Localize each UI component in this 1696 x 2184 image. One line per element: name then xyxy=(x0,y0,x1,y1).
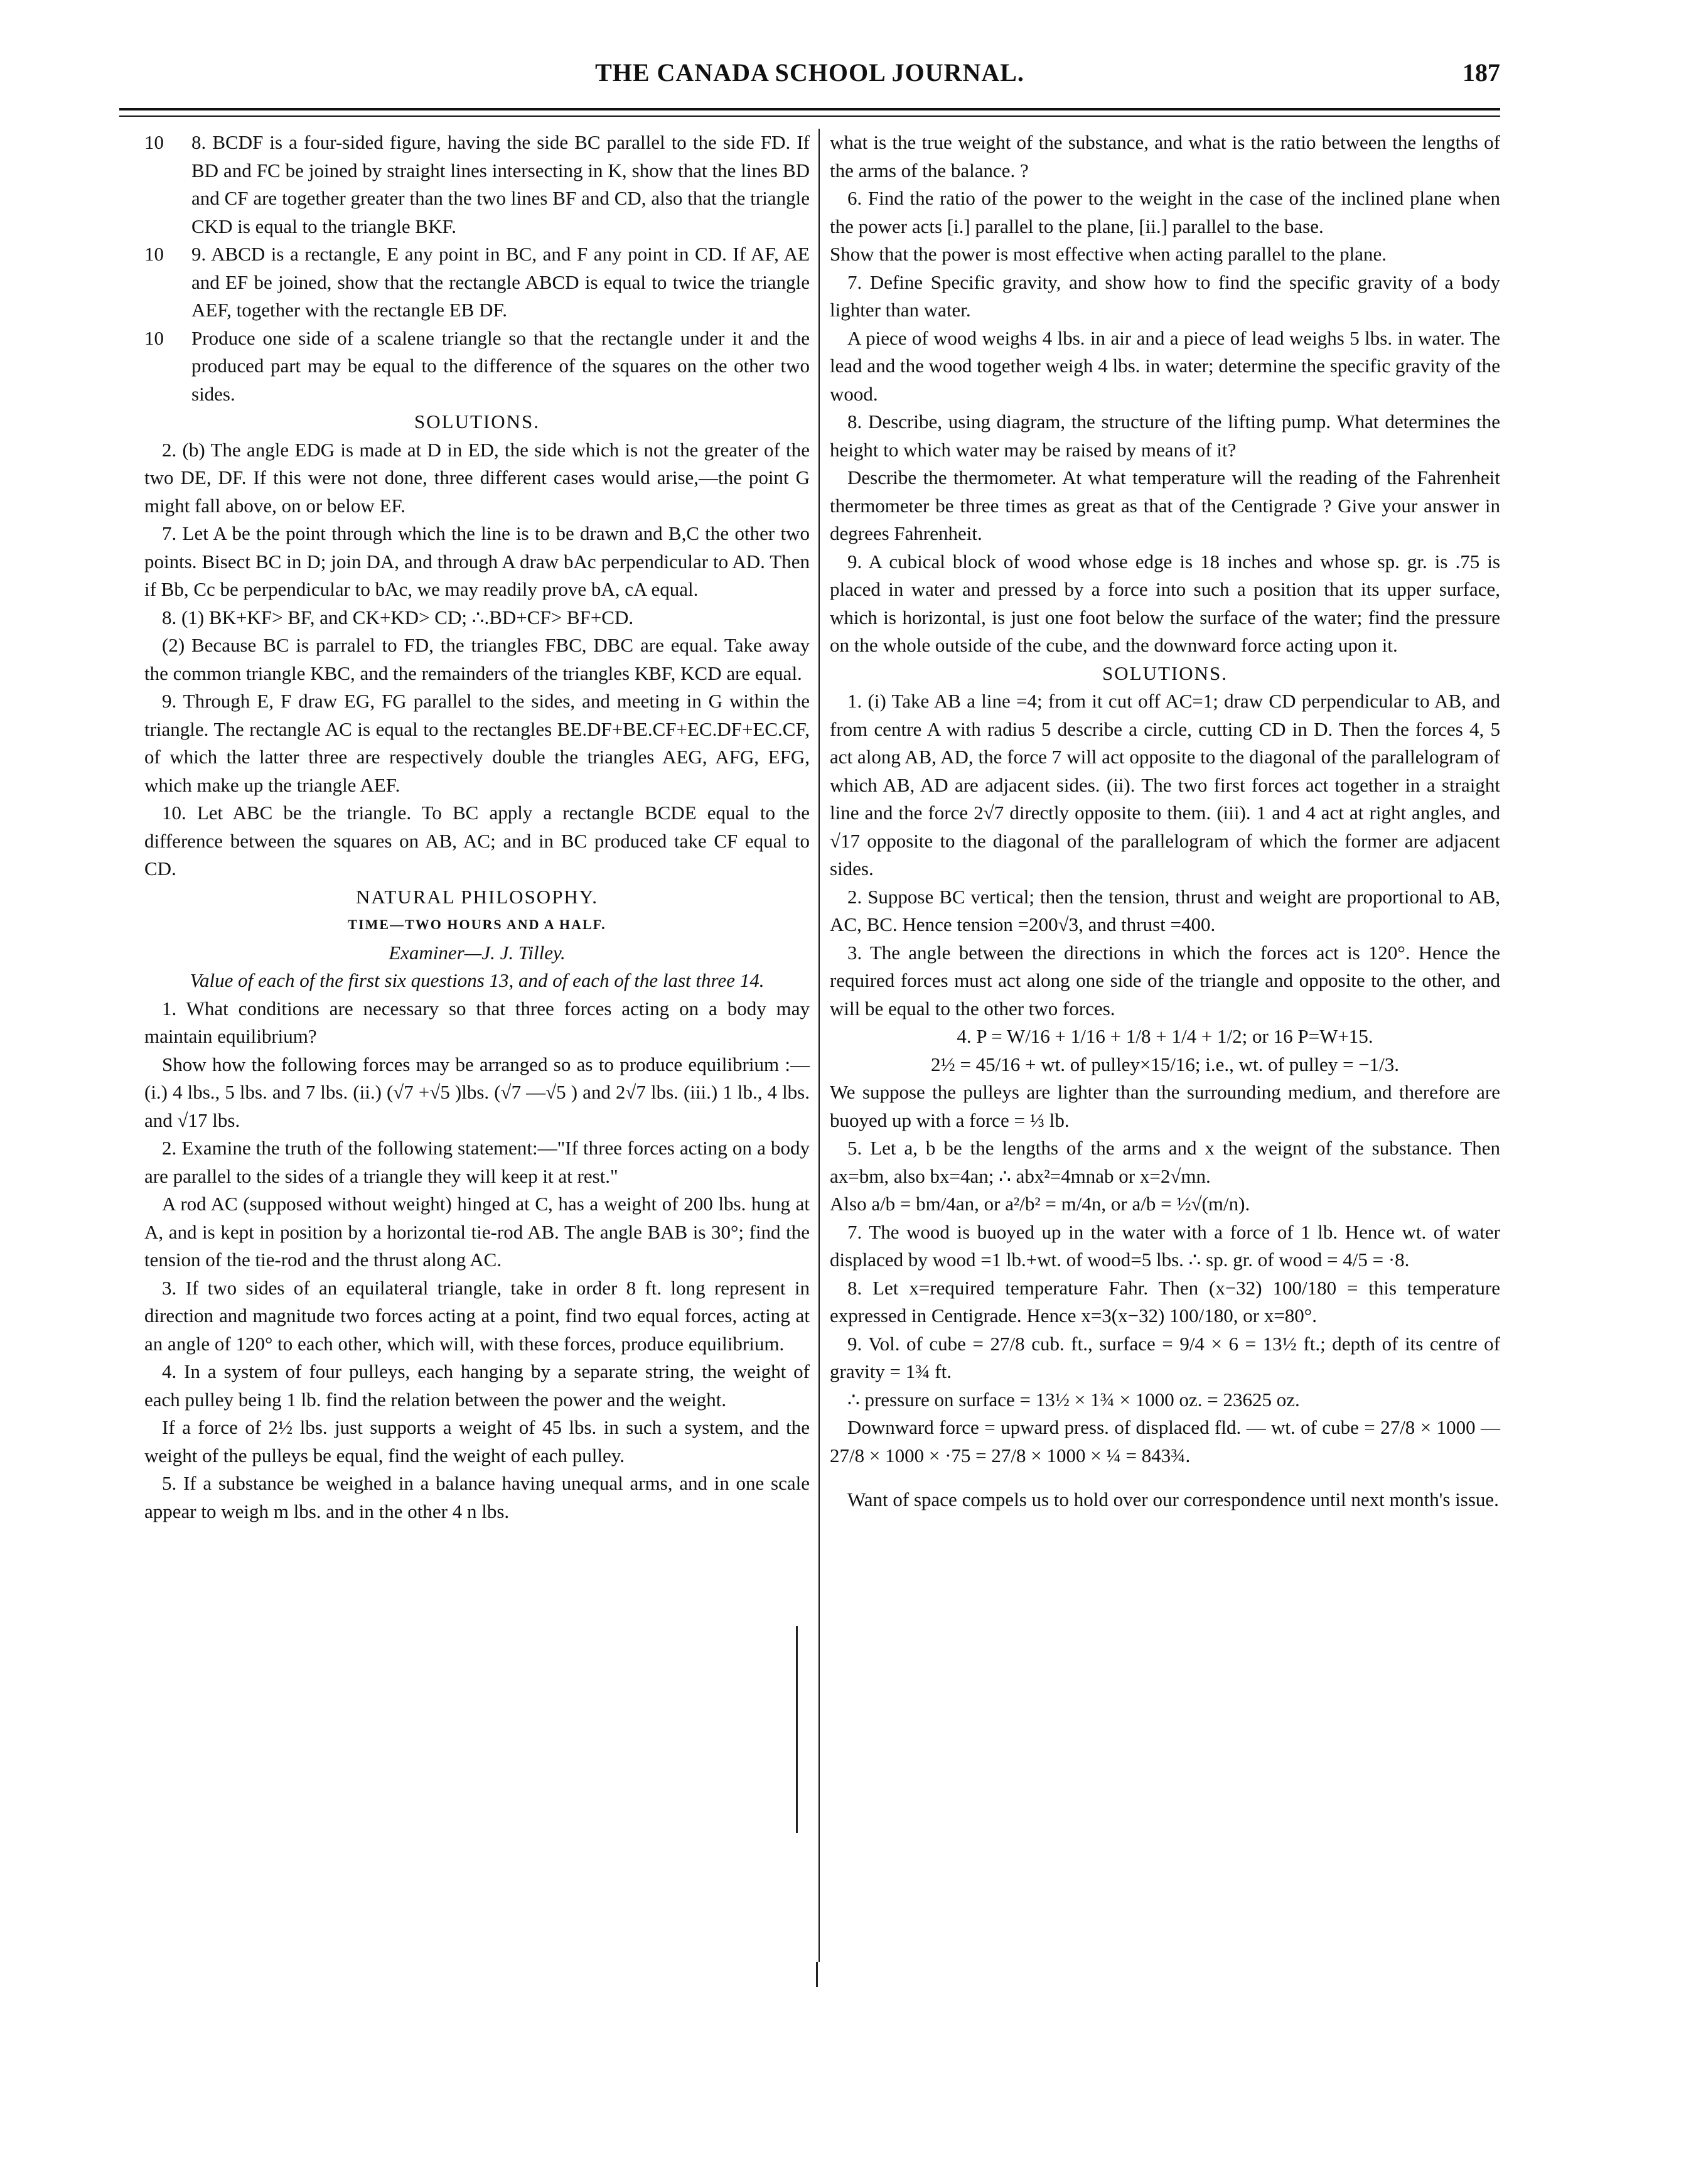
question-text: Produce one side of a scalene triangle so that the rectangle under it and the produced part may be equal to the difference of the squares on the other two sides. xyxy=(191,326,810,405)
question-marks: 10 xyxy=(144,326,164,349)
margin-mark xyxy=(816,1962,818,1987)
solution-paragraph: 10. Let ABC be the triangle. To BC apply a rectangle BCDE equal to the difference between the squares on AB, AC; and in BC produced take CF equal to CD. xyxy=(144,802,810,880)
header-rule xyxy=(119,108,1500,110)
paper-paragraph: what is the true weight of the substance, and what is the ratio between the lengths of the arms of the balance. ? xyxy=(830,131,1500,181)
time-line: TIME—TWO HOURS AND A HALF. xyxy=(348,917,606,932)
solution-paragraph: ∴ pressure on surface = 13½ × 1¾ × 1000 oz. = 23625 oz. xyxy=(847,1388,1300,1411)
solution-paragraph: 8. (1) BK+KF> BF, and CK+KD> CD; ∴.BD+CF> BF+CD. xyxy=(162,606,634,628)
paper-paragraph: 3. If two sides of an equilateral triangle, take in order 8 ft. long represent in direction and magnitude two forces acting at a point, find two equal forces, acting at an angle of 120° to each other, which will, with these forces, produce equilibrium. xyxy=(144,1276,810,1355)
paper-paragraph: 9. A cubical block of wood whose edge is 18 inches and whose sp. gr. is .75 is placed in water and pressed by a force into such a position that its upper surface, which is horizontal, is just one foot below the surface of the water; find the pressure on the whole outside of the cube, and the downward force acting upon it. xyxy=(830,550,1500,656)
solution-paragraph: 2. Suppose BC vertical; then the tension, thrust and weight are proportional to AB, AC, BC. Hence tension =200√3, and thrust =400. xyxy=(830,885,1500,935)
question-marks: 10 xyxy=(144,243,164,265)
header-rule-thin xyxy=(119,116,1500,117)
paper-paragraph: A rod AC (supposed without weight) hinged at C, has a weight of 200 lbs. hung at A, and is kept in position by a horizontal tie-rod AB. The angle BAB is 30°; find the tension of the tie-rod and the thrust along AC. xyxy=(144,1193,810,1271)
solutions-heading: SOLUTIONS. xyxy=(1102,662,1228,684)
question-item xyxy=(144,325,810,409)
section-heading: NATURAL PHILOSOPHY. xyxy=(356,885,598,908)
solution-paragraph: 9. Vol. of cube = 27/8 cub. ft., surface = 9/4 × 6 = 13½ ft.; depth of its centre of gravity = 1¾ ft. xyxy=(830,1332,1500,1382)
solution-paragraph: 3. The angle between the directions in which the forces act is 120°. Hence the required forces must act along one side of the triangle and opposite to the other, and will be equal to the other two forces. xyxy=(830,941,1500,1019)
column-divider xyxy=(818,129,820,1962)
question-item xyxy=(144,240,810,325)
solution-paragraph: Downward force = upward press. of displaced fld. — wt. of cube = 27/8 × 1000 — 27/8 × 1000 × ·75 = 27/8 × 1000 × ¼ = 843¾. xyxy=(830,1416,1500,1466)
solution-paragraph: Also a/b = bm/4an, or a²/b² = m/4n, or a/b = ½√(m/n). xyxy=(830,1193,1250,1215)
page-header xyxy=(119,58,1500,95)
solution-paragraph: 2. (b) The angle EDG is made at D in ED, the side which is not the greater of the two DE, DF. If this were not done, three different cases would arise,—the point G might fall above, on or below EF. xyxy=(144,438,810,517)
paper-paragraph: 4. In a system of four pulleys, each hanging by a separate string, the weight of each pulley being 1 lb. find the relation between the power and the weight. xyxy=(144,1360,810,1411)
solution-paragraph: 8. Let x=required temperature Fahr. Then (x−32) 100/180 = this temperature expressed in Centigrade. Hence x=3(x−32) 100/180, or x=80°. xyxy=(830,1276,1500,1326)
paper-paragraph: If a force of 2½ lbs. just supports a weight of 45 lbs. in such a system, and the weight of the pulleys be equal, find the weight of each pulley. xyxy=(144,1416,810,1466)
formula-4b: 2½ = 45/16 + wt. of pulley×15/16; i.e., wt. of pulley = −1/3. xyxy=(930,1053,1400,1075)
paper-paragraph: 7. Define Specific gravity, and show how to find the specific gravity of a body lighter than water. xyxy=(830,271,1500,321)
journal-title: THE CANADA SCHOOL JOURNAL. xyxy=(595,58,1024,87)
margin-mark xyxy=(796,1626,798,1833)
question-text: 8. BCDF is a four-sided figure, having the side BC parallel to the side FD. If BD and FC be joined by straight lines intersecting in K, show that the lines BD and CF are together greater than the two lines BF and CD, also that the triangle CKD is equal to the triangle BKF. xyxy=(191,131,810,237)
footer-note: Want of space compels us to hold over our correspondence until next month's issue. xyxy=(847,1488,1499,1510)
solution-paragraph: 7. Let A be the point through which the line is to be drawn and B,C the other two points. Bisect BC in D; join DA, and through A draw bAc perpendicular to AD. Then if Bb, Cc be perpendicular to bAc, we may readily prove bA, cA equal. xyxy=(144,522,810,600)
paper-paragraph: A piece of wood weighs 4 lbs. in air and a piece of lead weighs 5 lbs. in water. The lead and the wood together weigh 4 lbs. in water; determine the specific gravity of the wood. xyxy=(830,326,1500,405)
formula-4a: 4. P = W/16 + 1/16 + 1/8 + 1/4 + 1/2; or 16 P=W+15. xyxy=(957,1025,1373,1047)
solution-paragraph: 5. Let a, b be the lengths of the arms and x the weignt of the substance. Then ax=bm, also bx=4an; ∴ abx²=4mnab or x=2√mn. xyxy=(830,1137,1500,1187)
solution-paragraph: 7. The wood is buoyed up in the water with a force of 1 lb. Hence wt. of water displaced by wood =1 lb.+wt. of wood=5 lbs. ∴ sp. gr. of wood = 4/5 = ·8. xyxy=(830,1220,1500,1271)
paper-paragraph: 5. If a substance be weighed in a balance having unequal arms, and in one scale appear to weigh m lbs. and in the other 4 n lbs. xyxy=(144,1472,810,1522)
question-item xyxy=(144,129,810,240)
question-text: 9. ABCD is a rectangle, E any point in BC, and F any point in CD. If AF, AE and EF be joined, show that the rectangle ABCD is equal to twice the triangle AEF, together with the rectangle EB DF. xyxy=(191,243,810,321)
value-line: Value of each of the first six questions 13, and of each of the last three 14. xyxy=(190,969,765,991)
solution-paragraph: 1. (i) Take AB a line =4; from it cut off AC=1; draw CD perpendicular to AB, and from centre A with radius 5 describe a circle, cutting CD in D. Then the forces 4, 5 act along AB, AD, the force 7 will act opposite to the diagonal of the parallelogram of which AB, AD are adjacent sides. (ii). The two first forces act together in a straight line and the force 2√7 directly opposite to them. (iii). 1 and 4 act at right angles, and √17 opposite to the diagonal of the parallelogram of which the former are adjacent sides. xyxy=(830,690,1500,880)
paper-paragraph: Describe the thermometer. At what temperature will the reading of the Fahrenheit thermometer be three times as great as that of the Centigrade ? Give your answer in degrees Fahrenheit. xyxy=(830,466,1500,544)
paper-paragraph: Show that the power is most effective when acting parallel to the plane. xyxy=(830,243,1387,265)
paper-paragraph: Show how the following forces may be arranged so as to produce equilibrium :—(i.) 4 lbs., 5 lbs. and 7 lbs. (ii.) (√7 +√5 )lbs. (√7 —√5 ) and 2√7 lbs. (iii.) 1 lb., 4 lbs. and √17 lbs. xyxy=(144,1053,810,1131)
paper-paragraph: 1. What conditions are necessary so that three forces acting on a body may maintain equilibrium? xyxy=(144,997,810,1047)
solution-paragraph: (2) Because BC is parralel to FD, the triangles FBC, DBC are equal. Take away the common triangle KBC, and the remainders of the triangles KBF, KCD are equal. xyxy=(144,634,810,684)
paper-paragraph: 8. Describe, using diagram, the structure of the lifting pump. What determines the height to which water may be raised by means of it? xyxy=(830,411,1500,461)
solutions-heading: SOLUTIONS. xyxy=(414,411,540,433)
solution-paragraph: We suppose the pulleys are lighter than the surrounding medium, and therefore are buoyed up with a force = ⅓ lb. xyxy=(830,1081,1500,1131)
paper-paragraph: 6. Find the ratio of the power to the weight in the case of the inclined plane when the power acts [i.] parallel to the plane, [ii.] parallel to the base. xyxy=(830,187,1500,237)
page-number: 187 xyxy=(1463,58,1500,87)
paper-paragraph: 2. Examine the truth of the following statement:—"If three forces acting on a body are parallel to the sides of a triangle they will keep it at rest." xyxy=(144,1137,810,1187)
question-marks: 10 xyxy=(144,131,164,153)
examiner-line: Examiner—J. J. Tilley. xyxy=(389,941,566,964)
right-column xyxy=(830,129,1500,1514)
left-column xyxy=(144,129,810,1525)
solution-paragraph: 9. Through E, F draw EG, FG parallel to the sides, and meeting in G within the triangle. The rectangle AC is equal to the rectangles BE.DF+BE.CF+EC.DF+EC.CF, of which the latter three are respectively double the triangles AEG, AFG, EFG, which make up the triangle AEF. xyxy=(144,690,810,796)
